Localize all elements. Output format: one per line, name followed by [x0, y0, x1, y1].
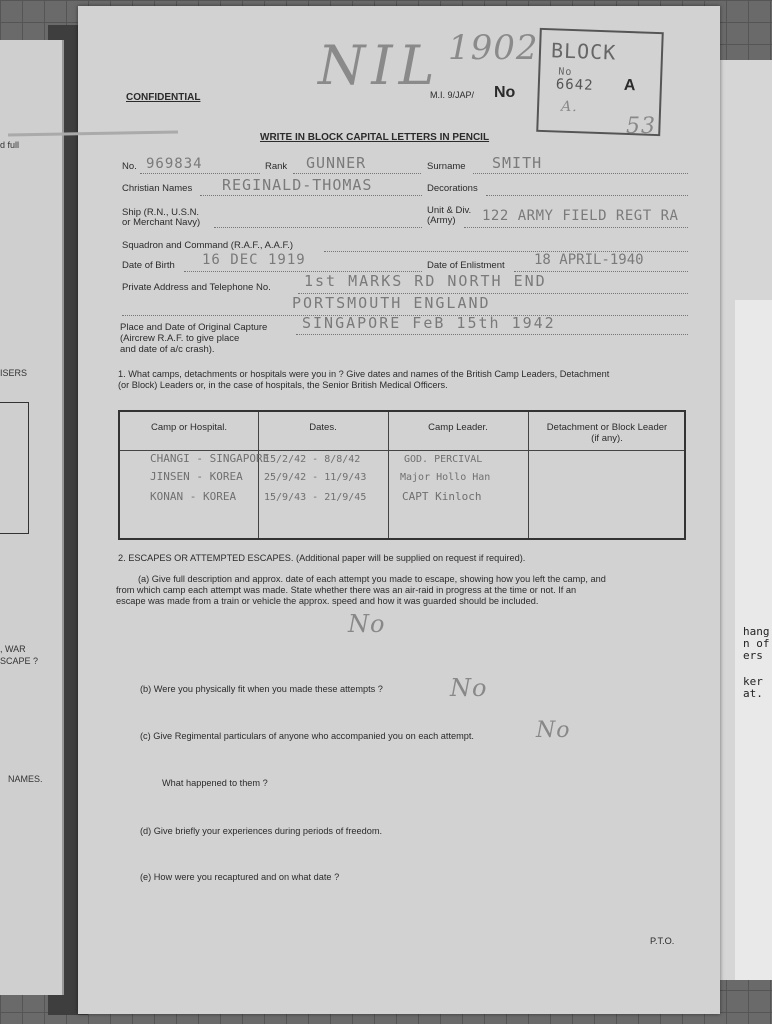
interrogation-form — [78, 6, 720, 1014]
unit-value: 122 ARMY FIELD REGT RA — [482, 208, 679, 224]
ship-label-2: or Merchant Navy) — [122, 217, 201, 228]
ship-line — [214, 227, 422, 228]
capture-line — [296, 334, 688, 335]
rank-value: GUNNER — [306, 154, 367, 172]
left-page-text: NAMES. — [8, 774, 43, 784]
right-page-text: ers — [743, 649, 763, 662]
question-1-text-2: (or Block) Leaders or, in the case of hospitals, the Senior British Medical Officers. — [118, 380, 448, 390]
capture-label: Place and Date of Original Capture — [120, 322, 268, 333]
table-cell-dates: 25/9/42 - 11/9/43 — [264, 472, 367, 483]
question-2e-text: (e) How were you recaptured and on what date ? — [140, 872, 340, 882]
handwritten-year: 1902 — [448, 28, 539, 68]
left-page-text: SCAPE ? — [0, 656, 39, 666]
christian-names-label: Christian Names — [122, 183, 193, 194]
address-label: Private Address and Telephone No. — [122, 282, 271, 293]
table-cell-dates: 15/9/43 - 21/9/45 — [264, 492, 367, 503]
table-column-divider — [528, 412, 529, 538]
stamp-no-text: No — [558, 66, 573, 79]
dob-label: Date of Birth — [122, 260, 175, 271]
handwritten-stamp-extra: 53 — [626, 114, 656, 139]
ship-label: Ship (R.N., U.S.N. — [122, 207, 200, 218]
table-header-divider — [120, 450, 684, 451]
question-2c-answer: No — [536, 718, 571, 743]
address-value-2: PORTSMOUTH ENGLAND — [292, 294, 491, 312]
table-header-camp: Camp or Hospital. — [150, 422, 228, 433]
stamp-letter: A — [623, 76, 636, 95]
left-page-text: , WAR — [0, 644, 26, 654]
pto-label: P.T.O. — [650, 936, 675, 946]
question-2-heading: 2. ESCAPES OR ATTEMPTED ESCAPES. (Additional paper will be supplied on request if required). — [118, 553, 526, 563]
table-cell-leader: CAPT Kinloch — [402, 490, 482, 503]
right-page-text: at. — [743, 687, 763, 700]
capture-label-2: (Aircrew R.A.F. to give place — [120, 333, 240, 344]
table-header-leader: Camp Leader. — [428, 422, 488, 433]
left-page-box — [0, 402, 29, 534]
right-page-text: ker — [743, 675, 763, 688]
form-number-label: No — [494, 84, 516, 101]
question-2d-text: (d) Give briefly your experiences during periods of freedom. — [140, 826, 383, 836]
unit-label: Unit & Div. — [427, 205, 472, 216]
question-2a-answer: No — [348, 610, 386, 638]
table-cell-camp: KONAN - KOREA — [150, 490, 237, 503]
christian-names-value: REGINALD-THOMAS — [222, 176, 373, 194]
question-2b-text: (b) Were you physically fit when you made these attempts ? — [140, 684, 383, 694]
background-right-page-2 — [735, 300, 772, 980]
left-page-text: ISERS — [0, 368, 28, 378]
dob-value: 16 DEC 1919 — [202, 252, 306, 268]
camp-table — [118, 410, 686, 540]
rank-line — [293, 173, 421, 174]
stamp-sub: A. — [560, 98, 578, 116]
stamp-block-text: BLOCK — [550, 38, 617, 65]
right-page-text: n of — [743, 637, 770, 650]
table-cell-dates: 15/2/42 - 8/8/42 — [264, 454, 361, 465]
table-cell-camp: CHANGI - SINGAPORE — [150, 452, 270, 465]
left-page-text: d full — [0, 140, 20, 150]
address-value-1: 1st MARKS RD NORTH END — [304, 272, 547, 290]
capture-value: SINGAPORE FeB 15th 1942 — [302, 314, 556, 332]
question-2c-followup: What happened to them ? — [162, 778, 268, 788]
table-header-dates: Dates. — [309, 422, 337, 433]
enlistment-value: 18 APRIL-1940 — [534, 252, 644, 268]
stamp-number: 6642 — [555, 76, 594, 94]
christian-names-line — [200, 195, 422, 196]
table-header-detachment: Detachment or Block Leader (if any). — [546, 422, 668, 444]
right-page-text: hang — [743, 625, 770, 638]
table-cell-leader: GOD. PERCIVAL — [404, 454, 483, 465]
surname-line — [473, 173, 688, 174]
block-capitals-instruction: WRITE IN BLOCK CAPITAL LETTERS IN PENCIL — [260, 132, 490, 143]
unit-line — [464, 227, 688, 228]
unit-label-2: (Army) — [427, 215, 456, 226]
decorations-label: Decorations — [427, 183, 478, 194]
no-line — [140, 173, 260, 174]
question-1-text: 1. What camps, detachments or hospitals were you in ? Give dates and names of the British Camp Leaders, Detachment — [118, 369, 610, 379]
decorations-line — [486, 195, 688, 196]
question-2b-answer: No — [450, 674, 488, 702]
squadron-label: Squadron and Command (R.A.F., A.A.F.) — [122, 240, 294, 251]
question-2c-text: (c) Give Regimental particulars of anyone who accompanied you on each attempt. — [140, 731, 474, 741]
no-value: 969834 — [146, 156, 203, 172]
question-2a-text-3: escape was made from a train or vehicle the approx. speed and how it was guarded should be included. — [116, 596, 539, 606]
table-cell-camp: JINSEN - KOREA — [150, 470, 243, 483]
background-left-page — [0, 40, 64, 995]
enlistment-label: Date of Enlistment — [427, 260, 505, 271]
mi-reference: M.I. 9/JAP/ — [430, 90, 475, 100]
question-2a-text: (a) Give full description and approx. date of each attempt you made to escape, showing how you left the camp, and — [138, 574, 606, 584]
question-2a-text-2: from which camp each attempt was made. State whether there was an air-raid in progress at the time or not. If an — [116, 585, 577, 595]
table-cell-leader: Major Hollo Han — [400, 472, 491, 483]
capture-label-3: and date of a/c crash). — [120, 344, 215, 355]
no-label: No. — [122, 161, 137, 172]
rank-label: Rank — [265, 161, 288, 172]
confidential-label: CONFIDENTIAL — [126, 92, 201, 103]
handwritten-nil: NIL — [318, 34, 441, 97]
surname-value: SMITH — [492, 154, 543, 172]
surname-label: Surname — [427, 161, 466, 172]
